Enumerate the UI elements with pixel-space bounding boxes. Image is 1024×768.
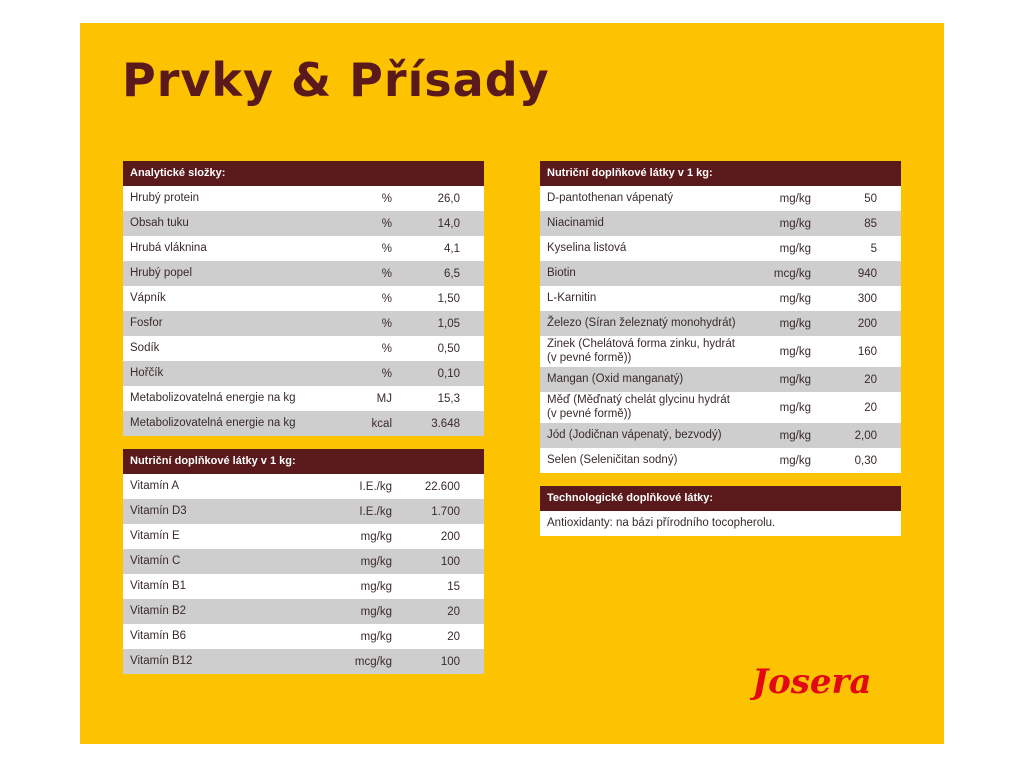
row-label: L-Karnitin [547,291,597,304]
row-label: Vitamín B2 [130,604,187,617]
row-unit: I.E./kg [359,505,392,518]
row-label: D-pantothenan vápenatý [547,191,673,204]
nutritional-rows [540,186,901,473]
row-label: Vitamín C [130,554,181,567]
nutritional-table-header: Nutriční doplňkové látky v 1 kg: [540,161,901,186]
row-label [547,336,735,367]
row-value: 0,50 [437,342,460,355]
row-label: Metabolizovatelná energie na kg [130,416,296,429]
analytic-rows [123,186,484,436]
table-row [540,448,901,473]
row-value: 85 [864,217,877,230]
row-unit: mcg/kg [773,267,811,280]
row-unit: I.E./kg [359,480,392,493]
content-panel [80,23,944,744]
row-label: Hrubá vláknina [130,241,207,254]
row-value: 300 [857,292,877,305]
row-unit: mg/kg [360,530,392,543]
table-row [540,286,901,311]
row-value: 15,3 [437,392,460,405]
table-row [540,311,901,336]
row-unit: % [381,367,392,380]
table-row [123,261,484,286]
row-unit: mg/kg [779,242,811,255]
row-label: Hrubý popel [130,266,193,279]
row-value: 22.600 [424,480,460,493]
row-value: 50 [864,192,877,205]
row-value: 3.648 [431,417,460,430]
table-row [123,499,484,524]
row-value: 160 [857,345,877,358]
table-row [123,474,484,499]
row-value: 0,10 [437,367,460,380]
table-row [123,574,484,599]
row-unit: mg/kg [779,429,811,442]
row-label: Vápník [130,291,166,304]
table-row [123,211,484,236]
row-unit: mcg/kg [354,655,392,668]
row-label: Vitamín B6 [130,629,187,642]
row-unit: mg/kg [779,317,811,330]
technological-note: Antioxidanty: na bázi přírodního tocopherolu. [540,511,901,536]
row-unit: mg/kg [779,192,811,205]
row-label: Obsah tuku [130,216,189,229]
row-value: 200 [440,530,460,543]
table-row [540,211,901,236]
table-row [123,411,484,436]
table-row [540,367,901,392]
row-value: 100 [440,655,460,668]
table-row [123,549,484,574]
table-row [540,423,901,448]
table-row [540,336,901,367]
table-row [123,361,484,386]
row-label-line1: Zinek (Chelátová forma zinku, hydrát [547,338,735,351]
row-value: 5 [870,242,877,255]
row-label: Mangan (Oxid manganatý) [547,372,684,385]
row-label [547,392,730,423]
row-label: Vitamín A [130,479,180,492]
row-value: 1,05 [437,317,460,330]
row-value: 1.700 [431,505,460,518]
row-unit: mg/kg [360,580,392,593]
table-row [123,286,484,311]
row-unit: % [381,242,392,255]
technological-table [540,486,901,536]
row-unit: % [381,292,392,305]
row-value: 0,30 [854,454,877,467]
table-row [123,236,484,261]
row-label: Hrubý protein [130,191,200,204]
row-value: 1,50 [437,292,460,305]
row-unit: MJ [376,392,392,405]
analytic-table [123,161,484,436]
row-value: 15 [447,580,460,593]
vitamins-table-header: Nutriční doplňkové látky v 1 kg: [123,449,484,474]
row-label: Vitamín B12 [130,654,193,667]
vitamins-table [123,449,484,674]
row-label: Fosfor [130,316,163,329]
row-label-line2: (v pevné formě)) [547,351,632,364]
row-label: Sodík [130,341,160,354]
row-label: Vitamín B1 [130,579,187,592]
row-unit: mg/kg [779,292,811,305]
analytic-table-header: Analytické složky: [123,161,484,186]
row-value: 6,5 [444,267,460,280]
table-row [123,311,484,336]
row-unit: mg/kg [779,345,811,358]
table-row [540,186,901,211]
row-value: 100 [440,555,460,568]
row-value: 20 [447,605,460,618]
table-row [123,649,484,674]
row-value: 26,0 [437,192,460,205]
table-row [540,236,901,261]
table-row [540,392,901,423]
row-unit: mg/kg [360,605,392,618]
row-value: 20 [864,401,877,414]
technological-table-header: Technologické doplňkové látky: [540,486,901,511]
row-unit: % [381,267,392,280]
row-label: Železo (Síran železnatý monohydrát) [547,316,736,329]
row-unit: % [381,342,392,355]
row-label: Vitamín E [130,529,180,542]
josera-logo [750,659,910,703]
row-unit: % [381,317,392,330]
row-label: Biotin [547,266,576,279]
row-label: Niacinamid [547,216,604,229]
row-value: 200 [857,317,877,330]
row-value: 940 [857,267,877,280]
row-unit: mg/kg [779,217,811,230]
row-label: Hořčík [130,366,164,379]
table-row [123,186,484,211]
row-unit: kcal [371,417,392,430]
row-value: 14,0 [437,217,460,230]
table-row [540,261,901,286]
row-unit: mg/kg [360,630,392,643]
row-value: 20 [447,630,460,643]
table-row [123,599,484,624]
table-row [123,524,484,549]
row-unit: mg/kg [779,401,811,414]
row-label: Metabolizovatelná energie na kg [130,391,296,404]
row-label: Kyselina listová [547,241,627,254]
row-unit: mg/kg [360,555,392,568]
row-unit: % [381,192,392,205]
page-title: Prvky & Přísady [122,53,550,107]
row-label-line2: (v pevné formě)) [547,407,632,420]
logo-text: Josera [752,662,872,702]
nutritional-table [540,161,901,473]
vitamins-rows [123,474,484,674]
row-label: Selen (Seleničitan sodný) [547,453,678,466]
row-label: Jód (Jodičnan vápenatý, bezvodý) [547,428,722,441]
table-row [123,624,484,649]
row-value: 20 [864,373,877,386]
table-row [123,386,484,411]
row-unit: mg/kg [779,373,811,386]
row-unit: % [381,217,392,230]
row-label: Vitamín D3 [130,504,187,517]
row-label-line1: Měď (Měďnatý chelát glycinu hydrát [547,394,730,407]
row-unit: mg/kg [779,454,811,467]
row-value: 4,1 [444,242,460,255]
row-value: 2,00 [854,429,877,442]
table-row [123,336,484,361]
